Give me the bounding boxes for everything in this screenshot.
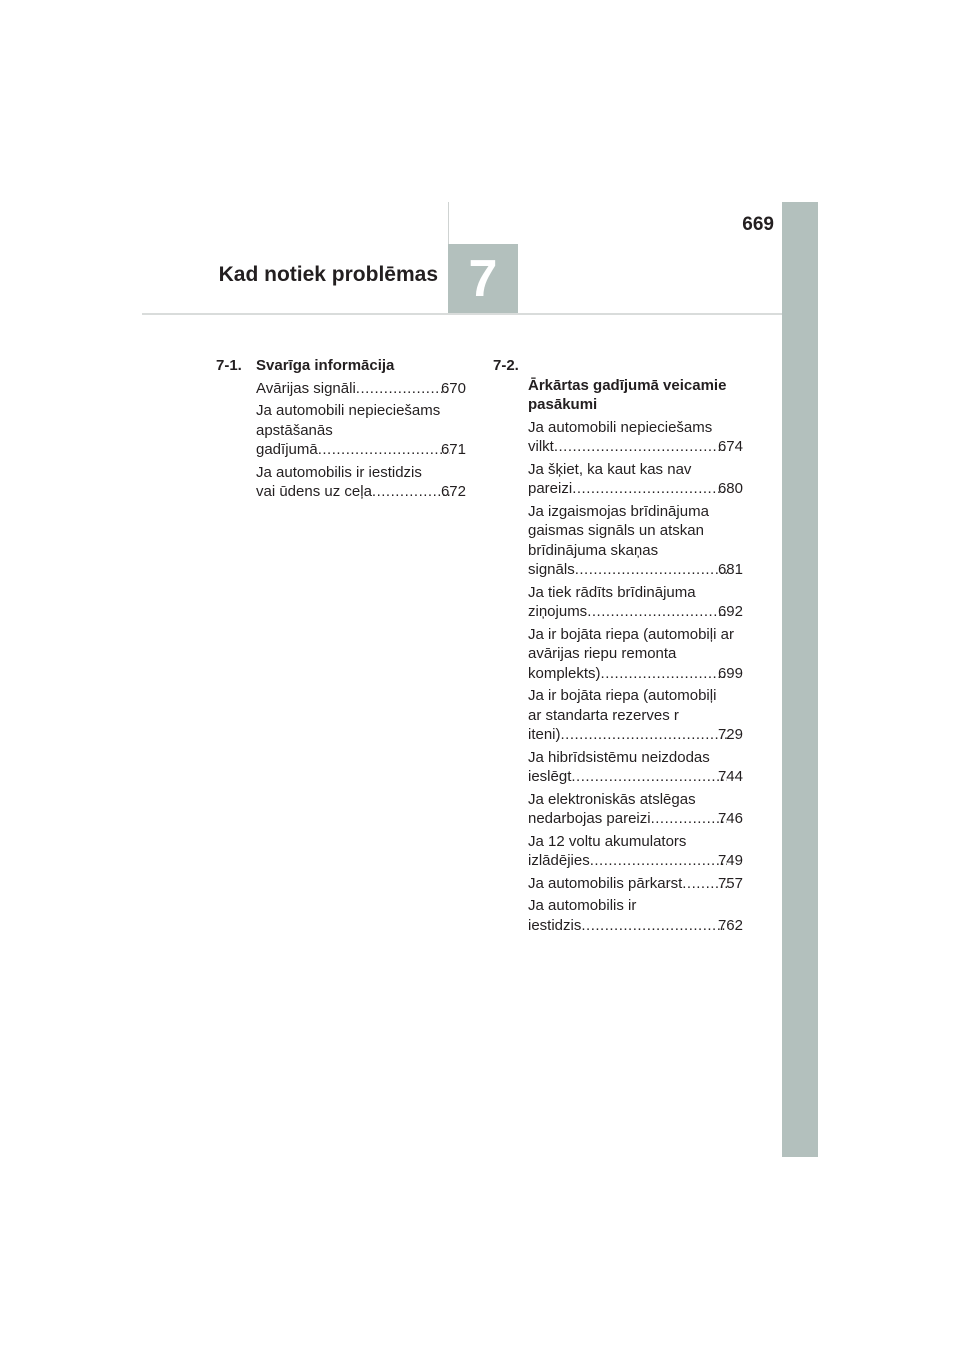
chapter-side-tab [782, 202, 818, 1157]
toc-entry-text: iestidzis [528, 916, 582, 934]
leader-dots [575, 560, 727, 580]
toc-entry[interactable] [528, 460, 743, 499]
toc-entry-text: Ja automobilis ir iestidzis [256, 463, 422, 481]
leader-dots [572, 479, 727, 499]
toc-entry-text: Ja izgaismojas brīdinājuma [528, 502, 709, 520]
section-heading [216, 356, 466, 376]
toc-entry-text: Ja automobili nepieciešams [256, 402, 441, 419]
leader-dots [356, 379, 450, 399]
toc-entry-text: ziņojums [528, 603, 588, 620]
toc-entry-text: signāls [528, 561, 575, 578]
leader-dots [561, 725, 727, 745]
toc-entry-text: Ja tiek rādīts brīdinājuma [528, 583, 696, 601]
toc-entry-text: gadījumā [256, 441, 318, 458]
leader-dots [581, 916, 727, 936]
toc-entry-text: avārijas riepu remonta [528, 645, 677, 662]
toc-entry-text: komplekts) [528, 664, 601, 682]
toc-entry[interactable] [528, 583, 743, 622]
toc-entry-text: Ja ir bojāta riepa (automobiļi ar [528, 625, 734, 643]
toc-entry-text: iteni) [528, 726, 561, 743]
toc-entry[interactable] [528, 686, 743, 745]
toc-entry[interactable] [528, 502, 743, 580]
leader-dots [651, 809, 727, 829]
leader-dots [372, 482, 450, 502]
chapter-title: Kad notiek problēmas [218, 263, 438, 286]
toc-entry[interactable] [256, 379, 466, 399]
toc-entry-text: Ja ir bojāta riepa (automobiļi [528, 687, 717, 704]
toc-page-number: 749 [717, 852, 743, 869]
chapter-number-box: 7 [448, 244, 518, 314]
toc-page-number: 680 [717, 480, 743, 497]
toc-entry-text: pareizi [528, 480, 573, 497]
toc-page-number: 699 [717, 664, 743, 682]
toc-entry-text: ieslēgt [528, 768, 572, 785]
toc-entry[interactable] [528, 832, 743, 871]
section-heading [493, 356, 743, 415]
toc-entry-text: Ja elektroniskās atslēgas [528, 790, 696, 808]
toc-entry[interactable] [256, 401, 466, 460]
toc-entry-text: Ja automobilis pārkarst [528, 874, 683, 892]
page-number: 669 [742, 214, 774, 235]
toc-entry-text: apstāšanās [256, 421, 333, 439]
toc-page-number: 762 [717, 916, 743, 934]
toc-entries [216, 379, 466, 502]
toc-entry-text: ar standarta rezerves r [528, 706, 679, 724]
toc-section-7-1 [216, 356, 466, 505]
toc-entry-text: vilkt [528, 438, 554, 455]
toc-entry-text: Ja šķiet, ka kaut kas nav [528, 460, 692, 478]
toc-entry[interactable] [528, 748, 743, 787]
toc-entry[interactable] [528, 625, 743, 684]
toc-entry-text: brīdinājuma skaņas [528, 541, 659, 559]
toc-entry[interactable] [528, 418, 743, 457]
toc-entry-text: izlādējies [528, 852, 590, 869]
section-title: Svarīga informācija [256, 357, 395, 374]
toc-section-7-2 [493, 356, 743, 938]
toc-page-number: 692 [717, 603, 743, 620]
toc-entry-text: Ja hibrīdsistēmu neizdodas [528, 748, 710, 766]
toc-entry-text: nedarbojas pareizi [528, 810, 651, 827]
leader-dots [590, 851, 727, 871]
toc-entry-text: Ja 12 voltu akumulators [528, 832, 687, 850]
leader-dots [601, 664, 727, 684]
header-rule [142, 313, 782, 315]
leader-dots [318, 440, 450, 460]
toc-entries [493, 418, 743, 936]
leader-dots [587, 602, 727, 622]
toc-page-number: 744 [717, 768, 743, 785]
toc-page-number: 757 [717, 874, 743, 892]
toc-page-number: 670 [440, 379, 466, 397]
toc-entry-text: Ja automobilis ir [528, 897, 637, 914]
toc-entry[interactable] [528, 790, 743, 829]
toc-entry[interactable] [528, 896, 743, 935]
toc-entry[interactable] [528, 874, 743, 894]
toc-page-number: 746 [717, 810, 743, 827]
section-number: 7-2. [493, 357, 519, 374]
toc-page-number: 672 [440, 483, 466, 500]
toc-page-number: 681 [717, 561, 743, 578]
toc-entry-text: vai ūdens uz ceļa [256, 483, 372, 500]
toc-entry[interactable] [256, 463, 466, 502]
leader-dots [554, 437, 727, 457]
header-divider [448, 202, 449, 244]
toc-entry-text: gaismas signāls un atskan [528, 522, 704, 539]
section-title: Ārkārtas gadījumā veicamie pasākumi [528, 376, 727, 413]
toc-page-number: 674 [717, 438, 743, 455]
leader-dots [571, 767, 727, 787]
toc-entry-text: Ja automobili nepieciešams [528, 418, 713, 436]
toc-entry-text: Avārijas signāli [256, 379, 356, 397]
section-number: 7-1. [216, 357, 242, 374]
toc-page-number: 671 [440, 441, 466, 458]
toc-page-number: 729 [717, 726, 743, 743]
